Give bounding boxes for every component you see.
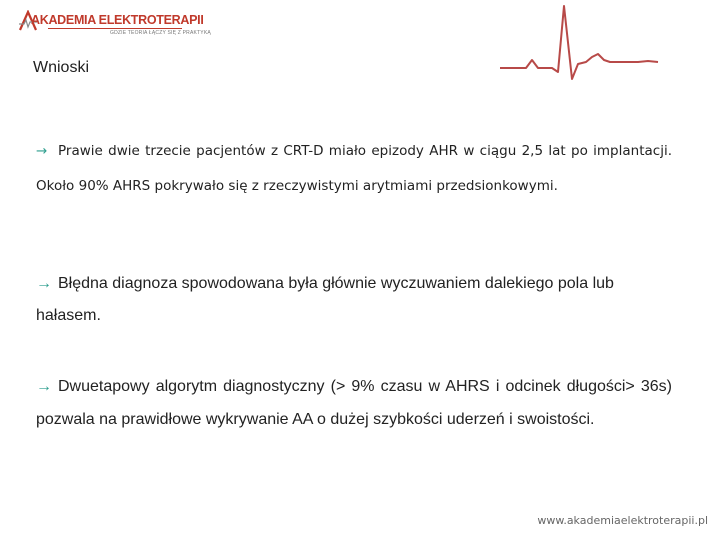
logo-text: AKADEMIA ELEKTROTERAPII	[31, 13, 204, 27]
arrow-right-icon: →	[36, 378, 52, 395]
logo	[18, 10, 211, 40]
conclusion-text-3: Dwuetapowy algorytm diagnostyczny (> 9% czasu w AHRS i odcinek długości> 36s) pozwala na prawidłowe wykrywanie AA o dużej szybkości uderzeń i swoistości.	[36, 378, 672, 428]
arrow-right-icon: →	[36, 275, 52, 292]
conclusion-paragraph-1	[36, 134, 672, 203]
conclusion-paragraph-2	[36, 268, 672, 332]
logo-tagline: GDZIE TEORIA ŁĄCZY SIĘ Z PRAKTYKĄ	[110, 30, 211, 36]
ecg-waveform-icon	[498, 2, 668, 82]
arrow-right-icon: →	[36, 143, 48, 159]
conclusion-paragraph-3	[36, 371, 672, 436]
footer-url: www.akademiaelektroterapii.pl	[537, 514, 708, 527]
conclusion-text-1: Prawie dwie trzecie pacjentów z CRT-D miało epizody AHR w ciągu 2,5 lat po implantacji. Około 90% AHRS pokrywało się z rzeczywistymi arytmiami przedsionkowymi.	[36, 143, 672, 194]
logo-divider	[48, 28, 182, 29]
conclusion-text-2: Błędna diagnoza spowodowana była głównie wyczuwaniem dalekiego pola lub hałasem.	[36, 275, 614, 324]
page-title: Wnioski	[33, 59, 90, 76]
